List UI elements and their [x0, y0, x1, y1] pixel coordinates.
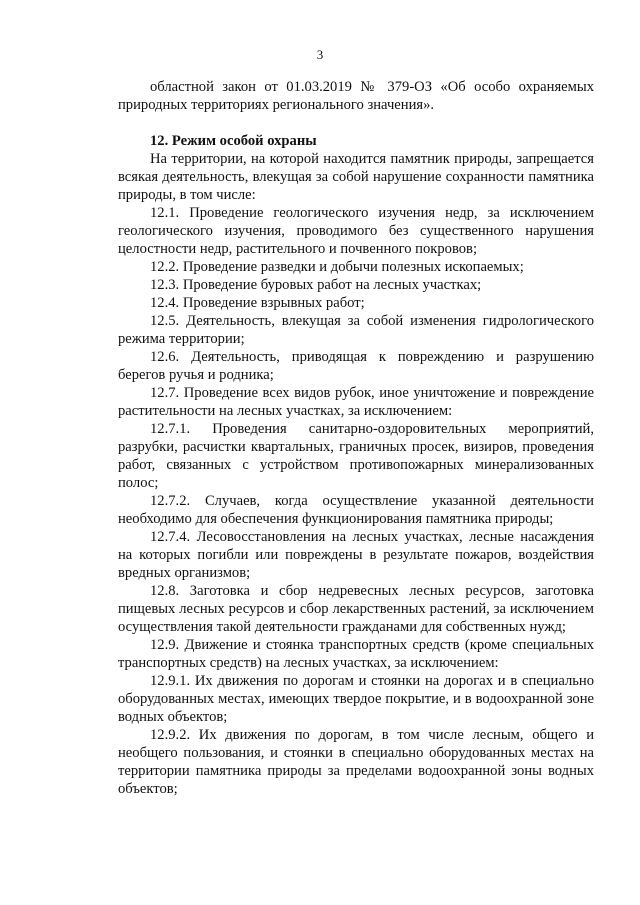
- paragraph-12-2: 12.2. Проведение разведки и добычи полезных ископаемых;: [150, 259, 524, 275]
- paragraph-12-3: 12.3. Проведение буровых работ на лесных участках;: [150, 277, 482, 293]
- paragraph-12-9-2: 12.9.2. Их движения по дорогам, в том числе лесным, общего и необщего пользования, и стоянки в специально оборудованных местах на территории памятника природы за пределами водоохранной зоны водных объектов;: [118, 727, 594, 797]
- paragraph-12-8: 12.8. Заготовка и сбор недревесных лесных ресурсов, заготовка пищевых лесных ресурсов и сбор лекарственных растений, за исключением осуществления такой деятельности гражданами для собственных нужд;: [118, 583, 594, 635]
- paragraph-12-4: 12.4. Проведение взрывных работ;: [150, 295, 365, 311]
- paragraph-12-6: 12.6. Деятельность, приводящая к повреждению и разрушению берегов ручья и родника;: [118, 349, 594, 383]
- paragraph-12-9: 12.9. Движение и стоянка транспортных средств (кроме специальных транспортных средств) на лесных участках, за исключением:: [118, 637, 594, 671]
- paragraph-12-7-4: 12.7.4. Лесовосстановления на лесных участках, лесные насаждения на которых погибли или повреждены в результате пожаров, воздействия вредных организмов;: [118, 529, 594, 581]
- paragraph-12-1: 12.1. Проведение геологического изучения недр, за исключением геологического изучения, проводимого без существенного нарушения целостности недр, растительного и почвенного покровов;: [118, 205, 594, 257]
- paragraph-preamble: На территории, на которой находится памятник природы, запрещается всякая деятельность, влекущая за собой нарушение сохранности памятника природы, в том числе:: [118, 151, 594, 203]
- paragraph-12-7: 12.7. Проведение всех видов рубок, иное уничтожение и повреждение растительности на лесных участках, за исключением:: [118, 385, 594, 419]
- section-heading: 12. Режим особой охраны: [150, 133, 317, 149]
- paragraph-12-7-2: 12.7.2. Случаев, когда осуществление указанной деятельности необходимо для обеспечения функционирования памятника природы;: [118, 493, 594, 527]
- page-number: 3: [316, 47, 324, 62]
- paragraph-12-9-1: 12.9.1. Их движения по дорогам и стоянки на дорогах и в специально оборудованных местах, имеющих твердое покрытие, и в водоохранной зоне водных объектов;: [118, 673, 594, 725]
- intro-paragraph: областной закон от 01.03.2019 № 379-ОЗ «Об особо охраняемых природных территориях регионального значения».: [118, 79, 594, 113]
- paragraph-12-5: 12.5. Деятельность, влекущая за собой изменения гидрологического режима территории;: [118, 313, 594, 347]
- document-body: [118, 78, 594, 798]
- paragraph-12-7-1: 12.7.1. Проведения санитарно-оздоровительных мероприятий, разрубки, расчистки квартальных, граничных просек, визиров, проведения работ, связанных с устройством противопожарных минерализованных полос;: [118, 421, 594, 491]
